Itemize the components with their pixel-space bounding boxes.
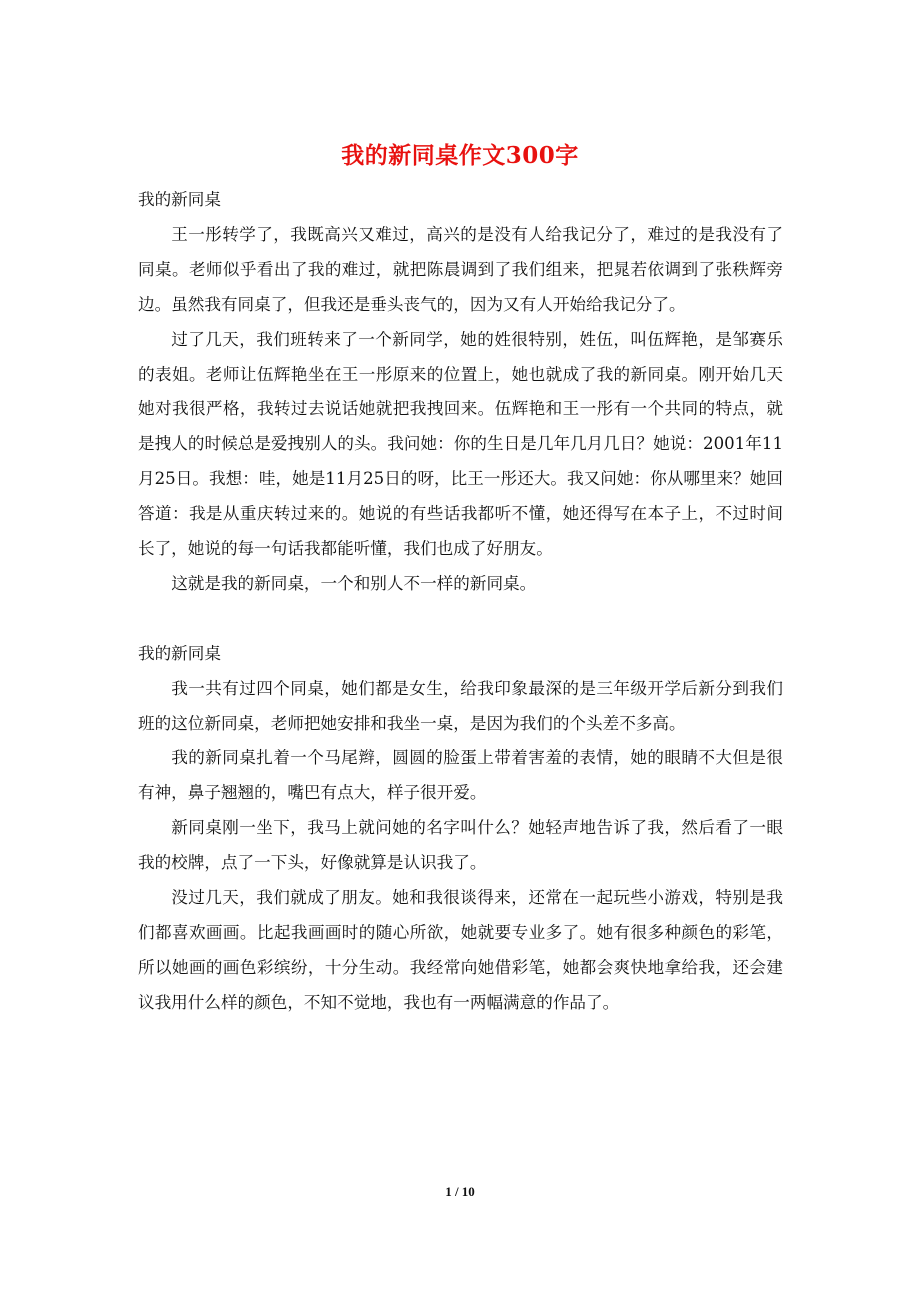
section-2-paragraph-3: 新同桌刚一坐下，我马上就问她的名字叫什么？她轻声地告诉了我，然后看了一眼我的校牌，点了一下头，好像就算是认识我了。 [138,818,783,873]
section-1-paragraph-1: 王一彤转学了，我既高兴又难过，高兴的是没有人给我记分了，难过的是我没有了同桌。老师似乎看出了我的难过，就把陈晨调到了我们组来，把晁若依调到了张秩辉旁边。虽然我有同桌了，但我还是垂头丧气的，因为又有人开始给我记分了。 [138,224,783,314]
section-divider-space [138,602,783,637]
section-2-heading: 我的新同桌 [138,643,221,663]
document-title: 我的新同桌作文300字 [341,142,579,169]
section-1-heading: 我的新同桌 [138,190,221,209]
document-body [138,183,783,1021]
section-1-paragraph-2: 过了几天，我们班转来了一个新同学，她的姓很特别，姓伍，叫伍辉艳，是邹赛乐的表姐。老师让伍辉艳坐在王一彤原来的位置上，她也就成了我的新同桌。刚开始几天她对我很严格，我转过去说话她就把我拽回来。伍辉艳和王一彤有一个共同的特点，就是拽人的时候总是爱拽别人的头。我问她：你的生日是几年几月几日？她说：2001年11月25日。我想：哇，她是11月25日的呀，比王一彤还大。我又问她：你从哪里来？她回答道：我是从重庆转过来的。她说的有些话我都听不懂，她还得写在本子上，不过时间长了，她说的每一句话我都能听懂，我们也成了好朋友。 [138,329,783,559]
section-2-paragraph-4: 没过几天，我们就成了朋友。她和我很谈得来，还常在一起玩些小游戏，特别是我们都喜欢画画。比起我画画时的随心所欲，她就要专业多了。她有很多种颜色的彩笔，所以她画的画色彩缤纷，十分生动。我经常向她借彩笔，她都会爽快地拿给我，还会建议我用什么样的颜色，不知不觉地，我也有一两幅满意的作品了。 [138,888,783,1012]
section-1-paragraph-3: 这就是我的新同桌，一个和别人不一样的新同桌。 [171,573,537,593]
page-number: 1 / 10 [445,1184,475,1199]
section-2-paragraph-1: 我一共有过四个同桌，她们都是女生，给我印象最深的是三年级开学后新分到我们班的这位新同桌，老师把她安排和我坐一桌，是因为我们的个头差不多高。 [138,678,783,733]
section-2-paragraph-2: 我的新同桌扎着一个马尾辫，圆圆的脸蛋上带着害羞的表情，她的眼睛不大但是很有神，鼻子翘翘的，嘴巴有点大，样子很开爱。 [138,748,783,803]
